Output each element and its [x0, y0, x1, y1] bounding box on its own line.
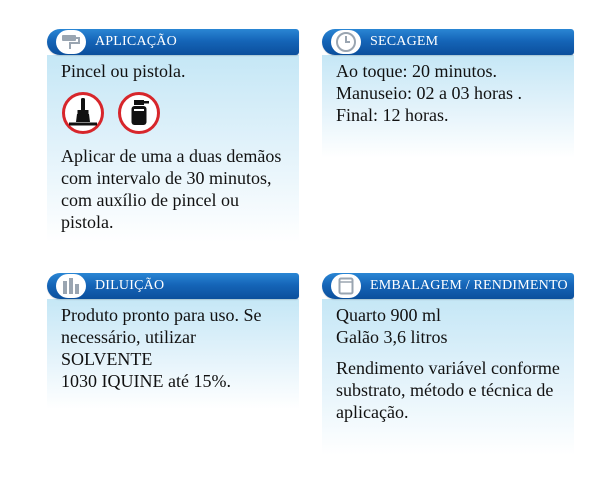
bar-chart-icon [56, 274, 86, 298]
diluicao-line: 1030 IQUINE até 15%. [61, 371, 231, 391]
embalagem-line: Galão 3,6 litros [336, 327, 448, 347]
can-icon [331, 274, 361, 298]
paint-roller-icon [56, 30, 86, 54]
diluicao-card [47, 273, 299, 409]
brush-symbol-icon [61, 91, 105, 135]
diluicao-header [47, 273, 299, 299]
rendimento-line: substrato, método e técnica de [336, 380, 554, 400]
aplicacao-line: com auxílio de pincel ou pistola. [61, 190, 239, 232]
embalagem-header [322, 273, 574, 299]
secagem-title: SECAGEM [370, 34, 439, 49]
spray-gun-symbol-icon [117, 91, 161, 135]
secagem-body [322, 55, 574, 158]
aplicacao-line: com intervalo de 30 minutos, [61, 168, 272, 188]
aplicacao-header [47, 29, 299, 55]
rendimento-line: aplicação. [336, 402, 409, 422]
diluicao-title: DILUIÇÃO [95, 278, 165, 293]
embalagem-title: EMBALAGEM / RENDIMENTO [370, 278, 568, 293]
aplicacao-intro: Pincel ou pistola. [61, 61, 186, 81]
secagem-line: Ao toque: 20 minutos. [336, 61, 497, 81]
secagem-card [322, 29, 574, 158]
rendimento-line: Rendimento variável conforme [336, 358, 560, 378]
secagem-line: Final: 12 horas. [336, 105, 449, 125]
diluicao-line: Produto pronto para uso. Se [61, 305, 262, 325]
embalagem-line: Quarto 900 ml [336, 305, 441, 325]
diluicao-body [47, 299, 299, 409]
secagem-line: Manuseio: 02 a 03 horas . [336, 83, 522, 103]
embalagem-body [322, 299, 574, 455]
aplicacao-title: APLICAÇÃO [95, 34, 177, 49]
application-symbols [61, 91, 289, 135]
aplicacao-body [47, 55, 299, 242]
secagem-header [322, 29, 574, 55]
diluicao-line: necessário, utilizar SOLVENTE [61, 327, 196, 369]
embalagem-card [322, 273, 574, 455]
clock-icon [331, 30, 361, 54]
aplicacao-line: Aplicar de uma a duas demãos [61, 146, 282, 166]
aplicacao-card [47, 29, 299, 242]
